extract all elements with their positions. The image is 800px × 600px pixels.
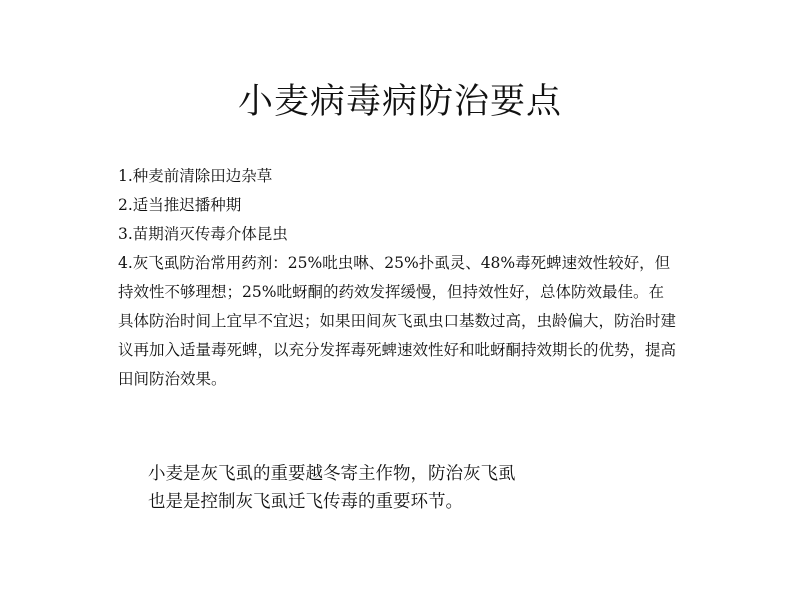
point-4: 4.灰飞虱防治常用药剂：25%吡虫啉、25%扑虱灵、48%毒死蜱速效性较好，但持效性不够理想；25%吡蚜酮的药效发挥缓慢，但持效性好，总体防效最佳。在具体防治时间上宜早不宜迟；如果田间灰飞虱虫口基数过高，虫龄偏大，防治时建议再加入适量毒死蜱，以充分发挥毒死蜱速效性好和吡蚜酮持效期长的优势，提高田间防治效果。 <box>118 254 677 388</box>
summary-note-line-2: 也是是控制灰飞虱迁飞传毒的重要环节。 <box>148 492 463 512</box>
summary-note-line-1: 小麦是灰飞虱的重要越冬寄主作物，防治灰飞虱 <box>148 464 516 484</box>
point-2: 2.适当推迟播种期 <box>118 196 242 214</box>
point-3: 3.苗期消灭传毒介体昆虫 <box>118 225 288 243</box>
control-points-list <box>118 162 678 394</box>
summary-note <box>148 460 618 516</box>
point-1: 1.种麦前清除田边杂草 <box>118 167 273 185</box>
page-title: 小麦病毒病防治要点 <box>237 82 562 122</box>
